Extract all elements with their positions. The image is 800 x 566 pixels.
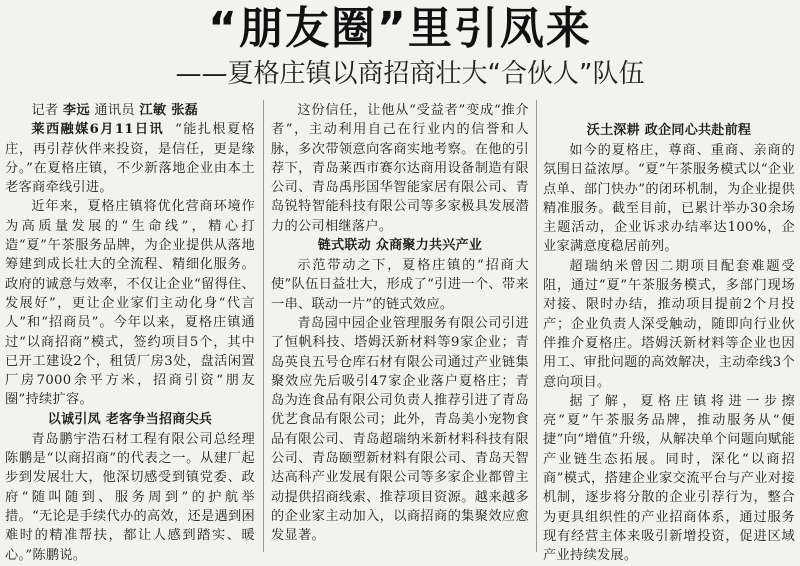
column-1 <box>5 101 255 565</box>
headline: “朋友圈”里引凤来 <box>208 3 592 54</box>
paragraph: 青岛园中园企业管理服务有限公司引进了恒帆科技、塔姆沃新材料等9家企业；青岛英良五号仓库石材有限公司通过产业链集聚效应先后吸引47家企业落户夏格庄；青岛为连食品有限公司负责人推荐引进了青岛优艺食品有限公司；此外，青岛美小宠物食品有限公司、青岛超瑞纳米新材料科技有限公司、青岛颐塑新材料有限公司、青岛天智达高科产业发展有限公司等多家企业都曾主动提供招商线索、推荐项目资源。越来越多的企业家主动加入，以商招商的集聚效应愈发显著。 <box>271 315 529 544</box>
byline-mid: 通讯员 <box>94 103 135 118</box>
correspondent-names: 江敏 张磊 <box>139 103 199 118</box>
section-heading: 以诚引凤 老客争当招商尖兵 <box>47 411 213 427</box>
byline <box>5 101 255 120</box>
paragraph: 青岛鹏宇浩石材工程有限公司总经理陈鹏是“以商招商”的代表之一。从建厂起步到发展壮大，他深切感受到镇党委、政府“随叫随到、服务周到”的护航举措。“无论是手续代办的高效，还是遇到困难时的精准帮扶，都让人感到踏实、暖心。”陈鹏说。 <box>5 431 255 563</box>
paragraph: 超瑞纳米曾因二期项目配套难题受阻，通过“夏”午茶服务模式，多部门现场对接、限时办结，推动项目提前2个月投产；企业负责人深受触动，随即向行业伙伴推介夏格庄。塔姆沃新材料等企业也因用工、审批问题的高效解决，主动牵线3个意向项目。 <box>543 258 795 390</box>
paragraph: 如今的夏格庄，尊商、重商、亲商的氛围日益浓厚。“夏”午茶服务模式以“企业点单、部门快办”的闭环机制，为企业提供精准服务。截至目前，已累计举办30余场主题活动，企业诉求办结率达100%，企业家满意度稳居前列。 <box>543 143 795 255</box>
paragraph: 近年来，夏格庄镇将优化营商环境作为高质量发展的“生命线”，精心打造“夏”午茶服务品牌，为企业提供从落地筹建到成长壮大的全流程、精细化服务。政府的诚意与效率，不仅让企业“留得住、发展好”，更让企业家们主动化身“代言人”和“招商员”。今年以来，夏格庄镇通过“以商招商”模式，签约项目5个，其中已开工建设2个，租赁厂房3处，盘活闲置厂房7000余平方米，招商引资“朋友圈”持续扩容。 <box>5 199 255 408</box>
dateline: 莱西融媒6月11日讯 <box>31 122 164 138</box>
section-heading: 链式联动 众商聚力共兴产业 <box>317 238 483 254</box>
subtitle: ——夏格庄镇以商招商壮大“合伙人”队伍 <box>175 59 645 89</box>
paragraph: 据了解，夏格庄镇将进一步擦亮“夏”午茶服务品牌，推动服务从“便捷”向“增值”升级，从解决单个问题向赋能产业链生态拓展。同时，深化“以商招商”模式，搭建企业家交流平台与产业对接机制，逐步将分散的企业引荐行为，整合为更具组织性的产业招商体系，通过服务现有经营主体来吸引新增投资，促进区域产业持续发展。 <box>543 393 795 564</box>
column-3 <box>543 101 795 566</box>
lead-paragraph <box>5 120 255 197</box>
reporter-name: 李远 <box>62 103 90 118</box>
lead-text: “能扎根夏格庄，再引荐伙伴来投资，是信任，更是缘分。”在夏格庄镇，不少新落地企业由本土老客商牵线引进。 <box>5 122 256 196</box>
paragraph: 这份信任，让他从“受益者”变成“推介者”，主动利用自己在行业内的信誉和人脉，多次带领意向客商实地考察。在他的引荐下，青岛莱西市赛尔达商用设备制造有限公司、青岛禹彤国华智能家居有限公司、青岛锐特智能科技有限公司等多家极具发展潜力的公司相继落户。 <box>271 103 529 234</box>
column-divider <box>536 100 537 552</box>
column-divider <box>263 100 264 552</box>
byline-prefix: 记者 <box>31 103 59 118</box>
section-heading: 沃土深耕 政企同心共赴前程 <box>586 123 752 138</box>
column-2 <box>271 101 529 546</box>
paragraph: 示范带动之下，夏格庄镇的“招商大使”队伍日益壮大，形成了“引进一个、带来一串、联动一片”的链式效应。 <box>271 258 529 312</box>
